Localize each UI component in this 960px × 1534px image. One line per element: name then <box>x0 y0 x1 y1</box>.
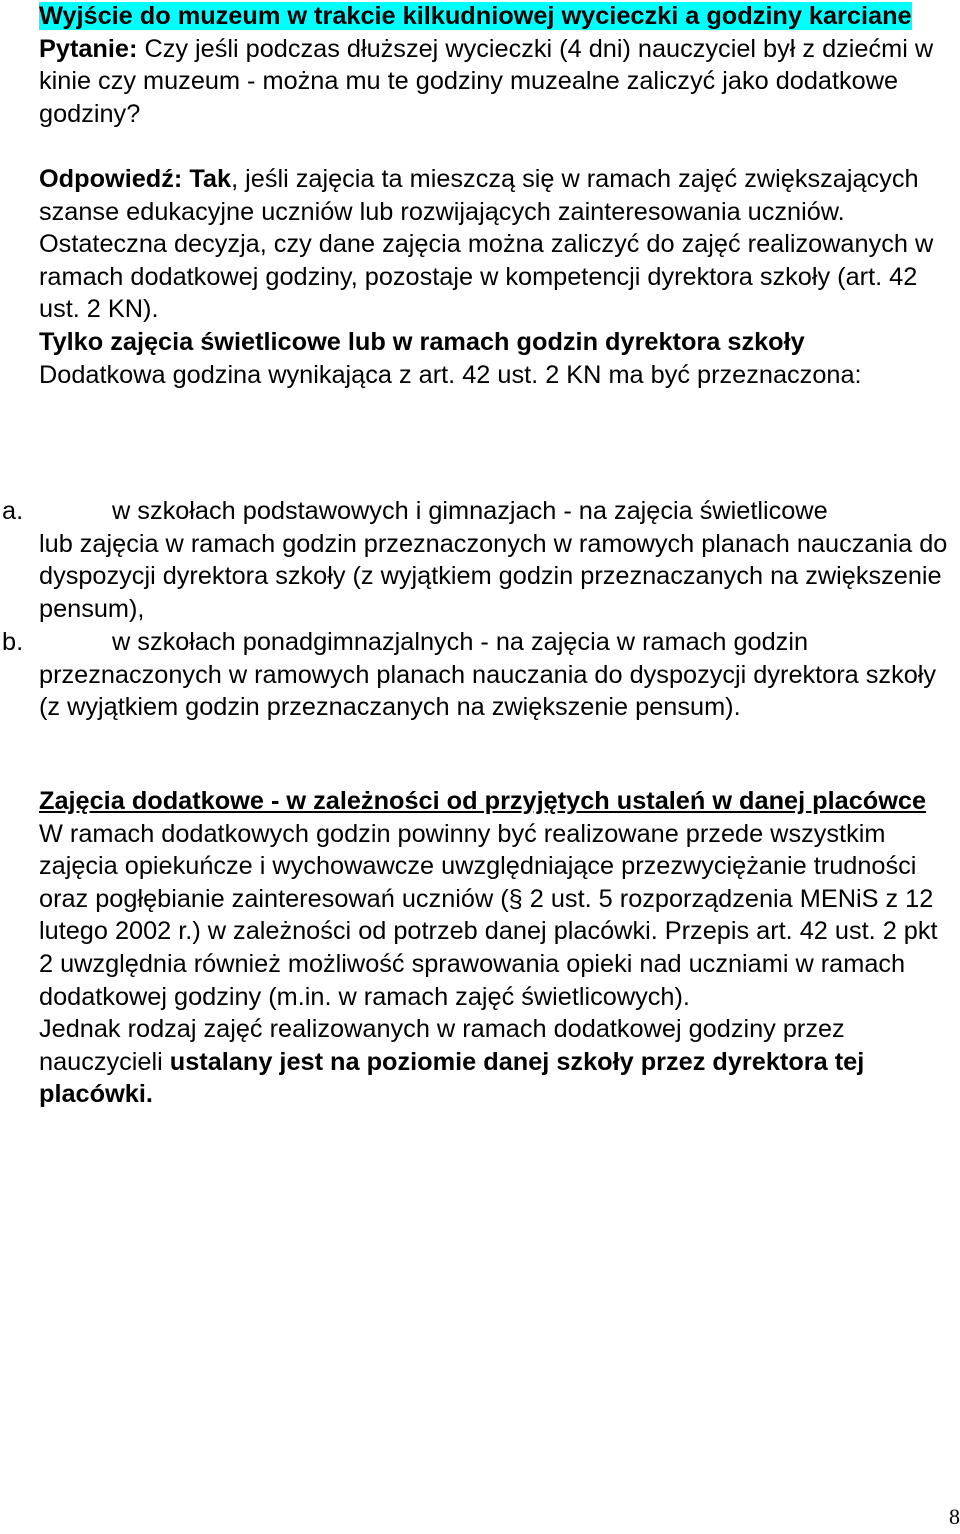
question-label: Pytanie: <box>39 34 138 63</box>
question-text: Czy jeśli podczas dłuższej wycieczki (4 dni) nauczyciel był z dziećmi w kinie czy muzeum - można mu te godziny muzealne zaliczyć jako dodatkowe godziny? <box>39 34 934 128</box>
list-item-rest: lub zajęcia w ramach godzin przeznaczonych w ramowych planach nauczania do dyspozycji dyrektora szkoły (z wyjątkiem godzin przeznaczanych na zwiększenie pensum), <box>39 529 948 623</box>
highlighted-title: Wyjście do muzeum w trakcie kilkudniowej wycieczki a godziny karciane <box>39 2 912 30</box>
section-2 <box>39 785 951 1111</box>
answer-label: Odpowiedź: Tak <box>39 164 232 193</box>
section-2-paragraph-2 <box>39 1013 951 1111</box>
spacer <box>39 130 951 163</box>
list-item-first-line: w szkołach ponadgimnazjalnych - na zajęcia w ramach godzin <box>112 628 809 656</box>
section-1-title <box>39 0 951 33</box>
list-marker: b. <box>2 628 24 656</box>
only-text: Dodatkowa godzina wynikająca z art. 42 ust. 2 KN ma być przeznaczona: <box>39 360 862 389</box>
answer-paragraph <box>39 163 951 326</box>
question-paragraph <box>39 33 951 131</box>
answer-text: , jeśli zajęcia ta mieszczą się w ramach zajęć zwiększających szanse edukacyjne uczniów lub rozwijających zainteresowania uczniów. Ostateczna decyzja, czy dane zajęcia można zaliczyć do zajęć realizowanych w ramach dodatkowej godziny, pozostaje w kompetencji dyrektora szkoły (art. 42 ust. 2 KN). <box>39 164 934 324</box>
list-item-rest: przeznaczonych w ramowych planach nauczania do dyspozycji dyrektora szkoły (z wyjątkiem godzin przeznaczanych na zwiększenie pensum). <box>39 660 937 722</box>
page-number: 8 <box>949 1504 960 1529</box>
only-heading: Tylko zajęcia świetlicowe lub w ramach godzin dyrektora szkoły <box>39 327 805 356</box>
paragraph-2-start: Jednak rodzaj zajęć realizowanych w ramach dodatkowej godziny przez nauczycieli <box>39 1015 845 1076</box>
section-2-heading: Zajęcia dodatkowe - w zależności od przyjętych ustaleń w danej placówce <box>39 787 927 815</box>
list-marker: a. <box>2 497 24 525</box>
section-1 <box>39 0 951 391</box>
paragraph-2-bold: ustalany jest na poziomie danej szkoły przez dyrektora tej placówki. <box>39 1047 865 1109</box>
section-2-paragraph-1: W ramach dodatkowych godzin powinny być realizowane przede wszystkim zajęcia opiekuńcze i wychowawcze uwzględniające przezwyciężanie trudności oraz pogłębianie zainteresowań uczniów (§ 2 ust. 5 rozporządzenia MENiS z 12 lutego 2002 r.) w zależności od potrzeb danej placówki. Przepis art. 42 ust. 2 pkt 2 uwzględnia również możliwość sprawowania opieki nad uczniami w ramach dodatkowej godziny (m.in. w ramach zajęć świetlicowych). <box>39 819 938 1011</box>
list-item-first-line: w szkołach podstawowych i gimnazjach - na zajęcia świetlicowe <box>112 497 828 525</box>
